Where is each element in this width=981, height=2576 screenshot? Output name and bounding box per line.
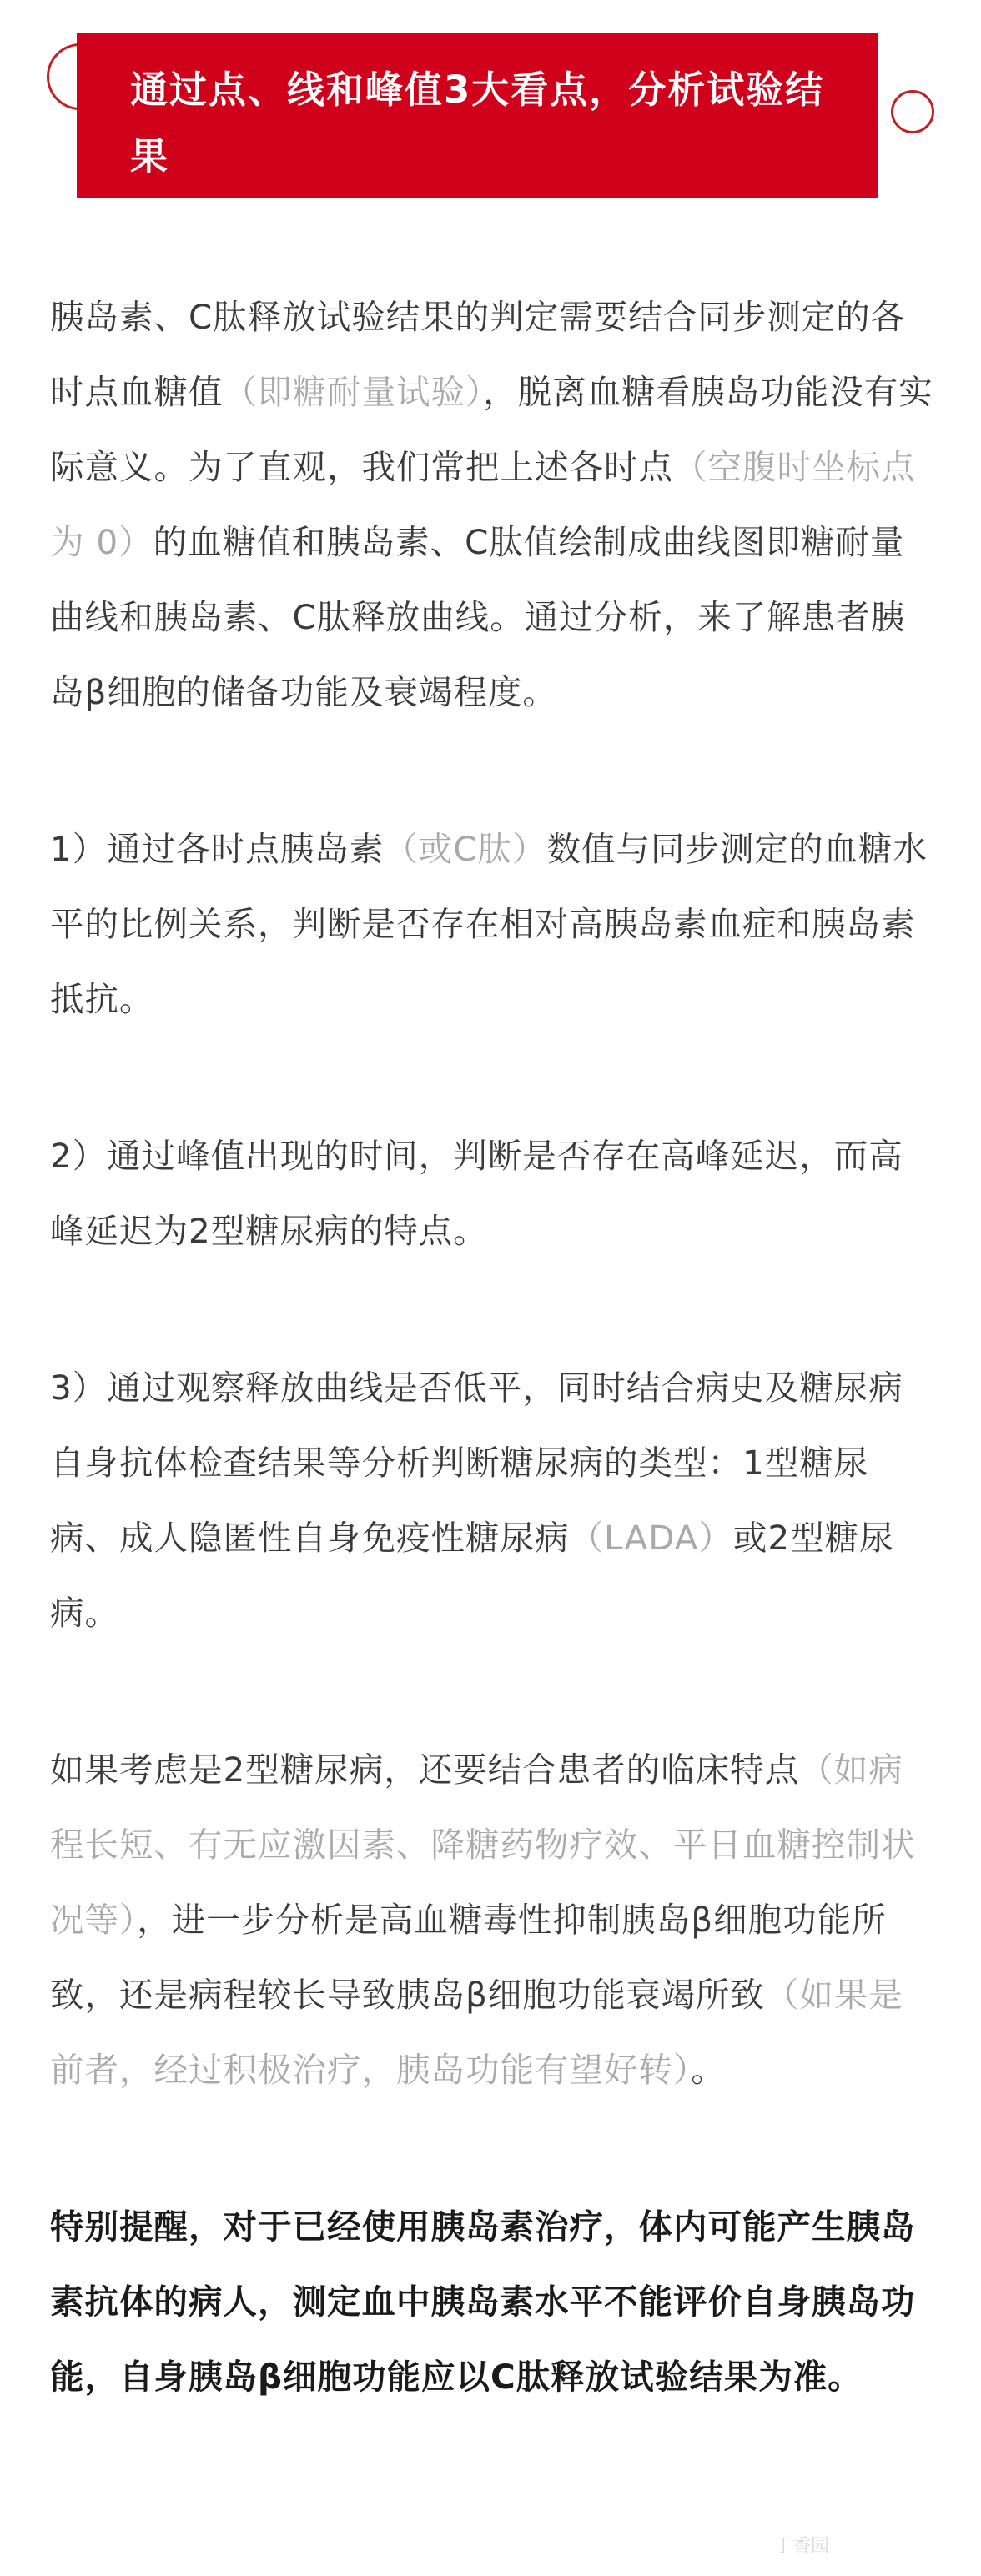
- text-segment: 胰岛素、C肽释放试验结果的判定需要结合同步测定的各时点血糖值: [50, 297, 906, 412]
- note-segment: （空腹时坐标点为 0）: [50, 447, 916, 562]
- paragraph-intro: [50, 279, 934, 730]
- note-segment: （或C肽）: [384, 829, 547, 869]
- text-segment: 1）通过各时点胰岛素: [50, 829, 385, 869]
- paragraph-point-1: [50, 811, 934, 1037]
- text-segment: ，进一步分析是高血糖毒性抑制胰岛β细胞功能所致，还是病程较长导致胰岛β细胞功能衰竭所致: [50, 1900, 887, 2015]
- title-banner: [77, 33, 878, 198]
- note-segment: （即糖耐量试验）: [223, 372, 484, 412]
- text-segment: 2）通过峰值出现的时间，判断是否存在高峰延迟，而高峰延迟为2型糖尿病的特点。: [50, 1136, 903, 1251]
- text-segment: 如果考虑是2型糖尿病，还要结合患者的临床特点: [50, 1750, 800, 1790]
- paragraph-type2: [50, 1732, 934, 2107]
- note-segment: （如果是前者，经过积极治疗，胰岛功能有望好转）: [50, 1975, 903, 2090]
- text-segment: 的血糖值和胰岛素、C肽值绘制成曲线图即糖耐量曲线和胰岛素、C肽释放曲线。通过分析，来了解患者胰岛β细胞的储备功能及衰竭程度。: [50, 522, 906, 712]
- text-segment: 或2型糖尿病。: [50, 1518, 894, 1633]
- text-segment: 数值与同步测定的血糖水平的比例关系，判断是否存在相对高胰岛素血症和胰岛素抵抗。: [50, 829, 928, 1019]
- text-segment: 3）通过观察释放曲线是否低平，同时结合病史及糖尿病自身抗体检查结果等分析判断糖尿病的类型：1型糖尿病、成人隐匿性自身免疫性糖尿病: [50, 1368, 903, 1558]
- watermark-logo: 丁香园: [774, 2536, 830, 2557]
- decorative-circle-right: [891, 90, 934, 133]
- special-reminder: 特别提醒，对于已经使用胰岛素治疗，体内可能产生胰岛素抗体的病人，测定血中胰岛素水平不能评价自身胰岛功能，自身胰岛β细胞功能应以C肽释放试验结果为准。: [50, 2207, 916, 2397]
- paragraph-point-2: [50, 1118, 934, 1268]
- section-title: 通过点、线和峰值3大看点，分析试验结果: [130, 68, 825, 178]
- article-header: [0, 0, 981, 217]
- note-segment: （如病程长短、有无应激因素、降糖药物疗效、平日血糖控制状况等）: [50, 1750, 916, 1940]
- text-segment: 。: [691, 2050, 726, 2090]
- text-segment: ，脱离血糖看胰岛功能没有实际意义。为了直观，我们常把上述各时点: [50, 372, 933, 487]
- article-body: [50, 279, 934, 2496]
- paragraph-point-3: [50, 1350, 934, 1650]
- note-segment: （LADA）: [569, 1518, 733, 1558]
